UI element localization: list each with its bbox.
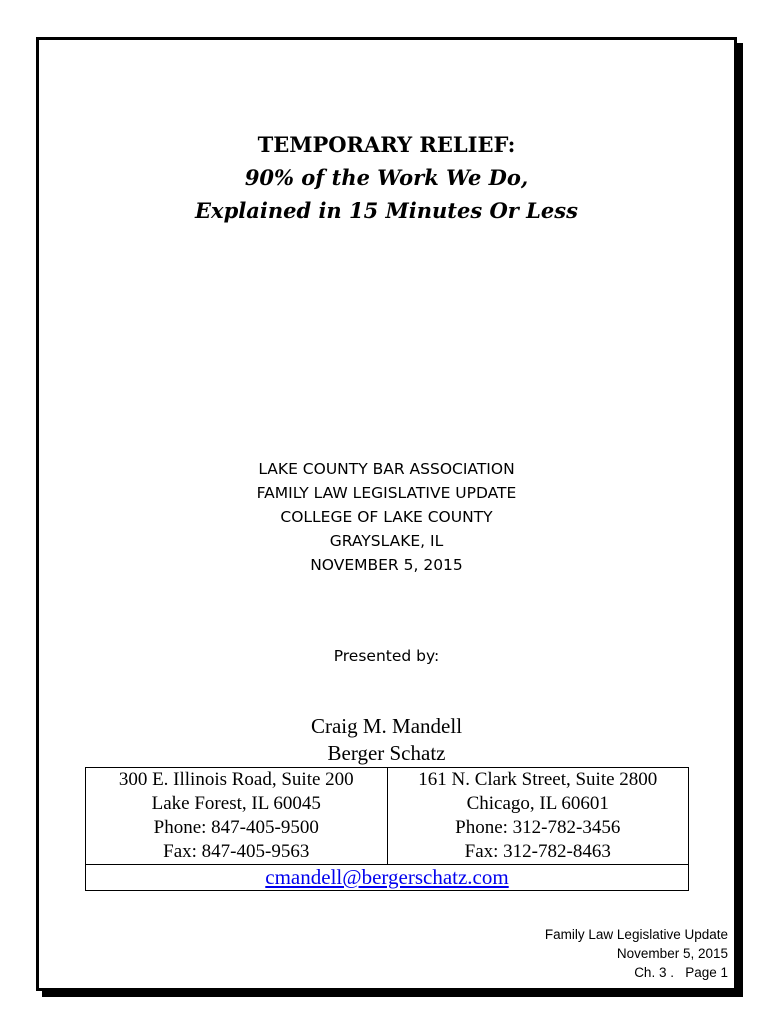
contact-table — [85, 767, 689, 891]
office-fax: Fax: 847-405-9563 — [163, 841, 310, 862]
presenter-firm: Berger Schatz — [327, 741, 446, 765]
office-address: 300 E. Illinois Road, Suite 200 — [118, 769, 354, 790]
event-info — [39, 457, 734, 577]
office-fax: Fax: 312-782-8463 — [464, 841, 611, 862]
email-link[interactable]: cmandell@bergerschatz.com — [265, 865, 509, 889]
office-city: Chicago, IL 60601 — [466, 793, 609, 814]
title-line-3: Explained in 15 Minutes Or Less — [195, 198, 578, 223]
office-address: 161 N. Clark Street, Suite 2800 — [418, 769, 658, 790]
title-line-2: 90% of the Work We Do, — [244, 165, 529, 190]
email-cell — [86, 865, 689, 891]
office-lake-forest — [86, 768, 388, 865]
presented-by-label: Presented by: — [333, 647, 440, 665]
event-line-update: FAMILY LAW LEGISLATIVE UPDATE — [256, 484, 517, 502]
presenter-name: Craig M. Mandell — [310, 714, 463, 738]
title-line-1: TEMPORARY RELIEF: — [257, 132, 516, 157]
office-phone: Phone: 312-782-3456 — [455, 817, 621, 838]
event-line-college: COLLEGE OF LAKE COUNTY — [280, 508, 493, 526]
document-title — [39, 128, 734, 227]
page-footer — [545, 925, 728, 982]
page-frame — [36, 37, 737, 991]
footer-date: November 5, 2015 — [616, 946, 728, 961]
office-city: Lake Forest, IL 60045 — [151, 793, 321, 814]
event-line-association: LAKE COUNTY BAR ASSOCIATION — [258, 460, 515, 478]
event-line-location: GRAYSLAKE, IL — [329, 532, 444, 550]
footer-page-number: Ch. 3 . Page 1 — [634, 965, 728, 980]
presenter-info — [39, 713, 734, 767]
event-line-date: NOVEMBER 5, 2015 — [310, 556, 463, 574]
office-phone: Phone: 847-405-9500 — [153, 817, 319, 838]
footer-title: Family Law Legislative Update — [544, 927, 728, 942]
office-chicago — [387, 768, 689, 865]
